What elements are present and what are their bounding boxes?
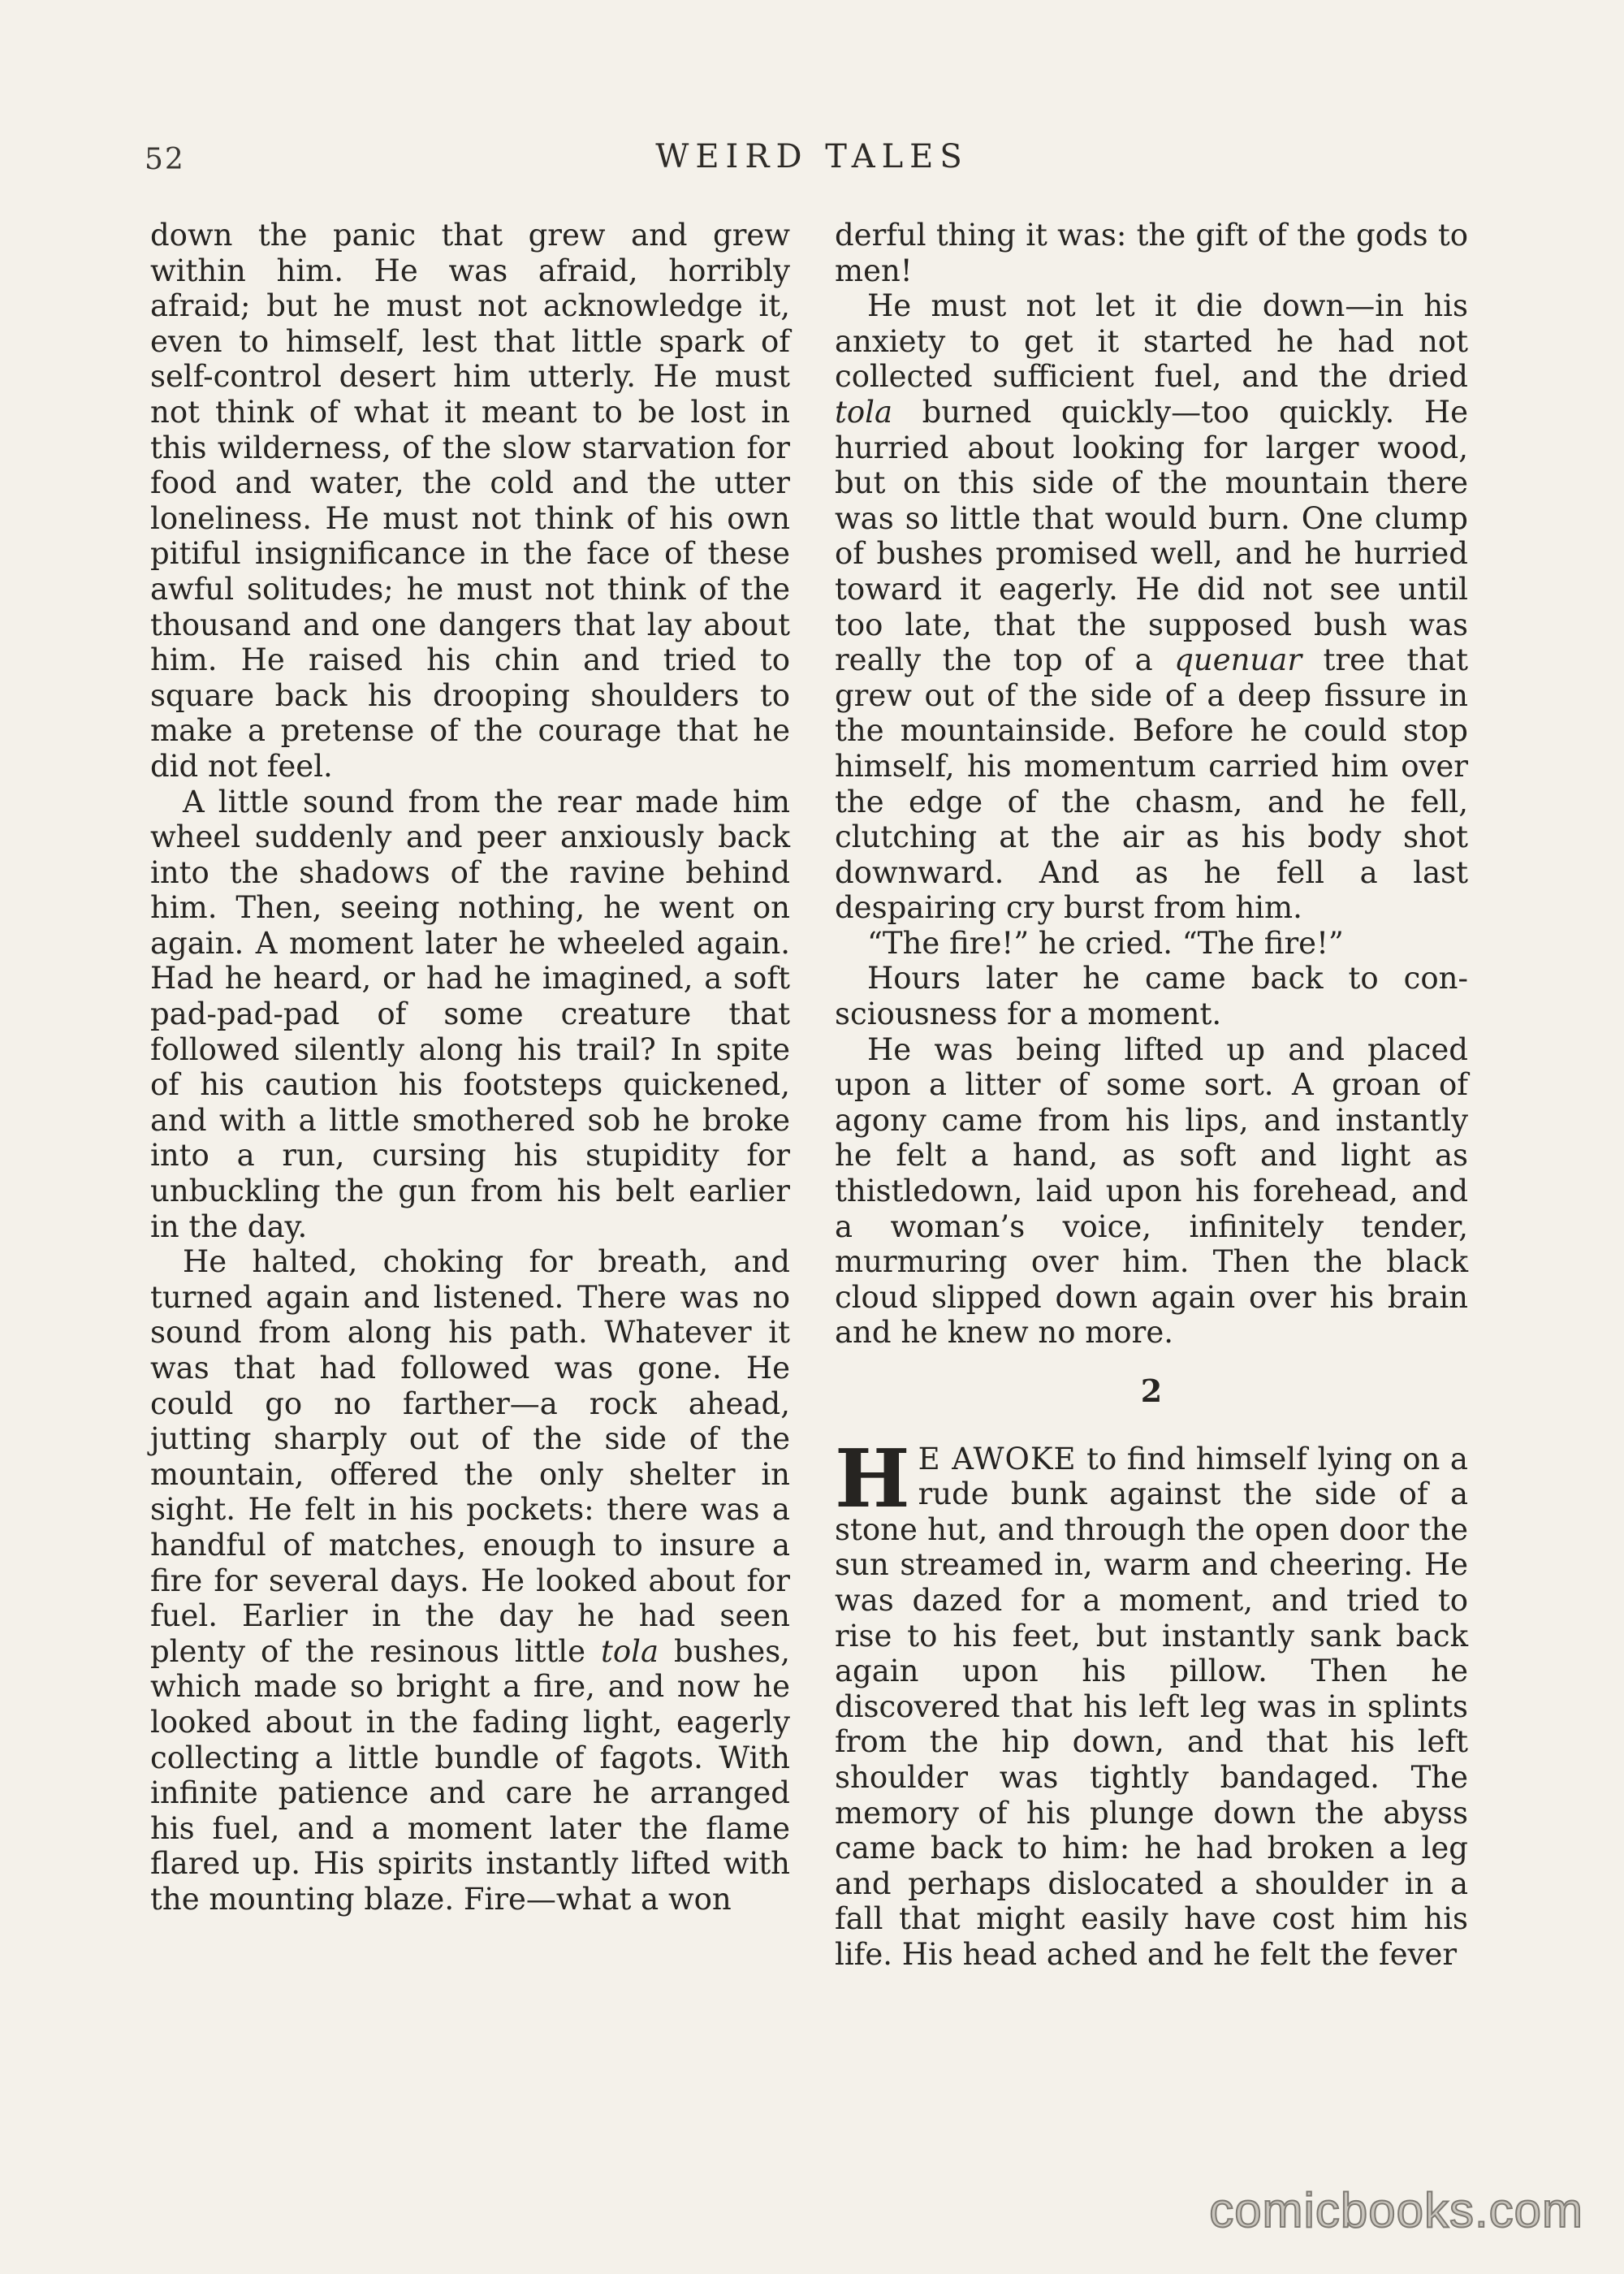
paragraph: Hours later he came back to consciousness for a moment. xyxy=(835,961,1468,1032)
paragraph: He was being lifted up and placed upon a litter of some sort. A groan of agony came from his lips, and instantly he felt a hand, as soft and light as thistledown, laid upon his forehead, and a woman’s voice, infinitely tender, murmuring over him. Then the black cloud slipped down again over his brain and he knew no more. xyxy=(835,1031,1468,1351)
paragraph xyxy=(835,1432,1468,1973)
left-column xyxy=(150,218,790,1917)
running-head-title: WEIRD TALES xyxy=(655,138,969,175)
text-run: He must not let it die down—in his anxiety to get it started he had not collected sufficient fuel, and the dried xyxy=(835,288,1468,395)
paragraph xyxy=(150,1244,790,1917)
section-number: 2 xyxy=(1140,1373,1163,1409)
text-run: burned quickly—too quickly. He hurried about looking for larger wood, but on this side of the mountain there was so little that would burn. One clump of bushes promised well, and he hurried toward it eagerly. He did not see until too late, that the supposed bush was really the top of a xyxy=(835,394,1468,678)
paragraph: down the panic that grew and grew within him. He was afraid, horribly afraid; but he must not acknowledge it, even to himself, lest that little spark of self-control desert him utterly. He must not think of what it meant to be lost in this wilderness, of the slow starvation for food and water, the cold and the utter loneliness. He must not think of his own pitiful insignificance in the face of these awful solitudes; he must not think of the thousand and one dangers that lay about him. He raised his chin and tried to square back his drooping shoulders to make a pretense of the courage that he did not feel. xyxy=(150,218,790,784)
text-run: bushes, which made so bright a fire, and now he looked about in the fading light, eagerly collecting a little bundle of fagots. With infinite patience and care he arranged his fuel, and a moment later the flame flared up. His spirits instantly lifted with the mounting blaze. Fire—what a won xyxy=(150,1633,790,1917)
italic-term: tola xyxy=(600,1633,659,1669)
right-column xyxy=(835,218,1468,1973)
drop-cap: H xyxy=(835,1432,910,1526)
page-number: 52 xyxy=(145,143,185,176)
paragraph: A little sound from the rear made him wheel suddenly and peer anxiously back into the shadows of the ravine behind him. Then, seeing nothing, he went on again. A moment later he wheeled again. Had he heard, or had he imagined, a soft pad-pad-pad of some creature that followed silently along his trail? In spite of his caution his footsteps quickened, and with a little smothered sob he broke into a run, cursing his stupidity for unbuckling the gun from his belt earlier in the day. xyxy=(150,784,790,1244)
italic-term: tola xyxy=(835,394,893,430)
italic-term: quenuar xyxy=(1174,642,1302,678)
text-run: He halted, choking for breath, and turned again and listened. There was no sound from along his path. Whatever it was that had followed was gone. He could go no farther—a rock ahead, jutting sharply out of the side of the mountain, offered the only shelter in sight. He felt in his pockets: there was a handful of matches, enough to insure a fire for several days. He looked about for fuel. Earlier in the day he had seen plenty of the resinous little xyxy=(150,1244,790,1669)
text-run: to find himself lying on a rude bunk against the side of a stone hut, and through the open door the sun streamed in, warm and cheering. He was dazed for a moment, and tried to rise to his feet, but instantly sank back again upon his pillow. Then he discovered that his left leg was in splints from the hip down, and that his left shoulder was tightly bandaged. The memory of his plunge down the abyss came back to him: he had broken a leg and perhaps dislocated a shoulder in a fall that might easily have cost him his life. His head ached and he felt the fever xyxy=(835,1441,1468,1972)
lead-in: E AWOKE xyxy=(918,1441,1077,1476)
paragraph: derful thing it was: the gift of the gods to men! xyxy=(835,218,1468,288)
paragraph xyxy=(835,288,1468,926)
paragraph: “The fire!” he cried. “The fire!” xyxy=(867,925,1344,961)
text-run: tree that grew out of the side of a deep fissure in the mountainside. Before he could stop himself, his momentum carried him over the edge of the chasm, and he fell, clutching at the air as his body shot downward. And as he fell a last despairing cry burst from him. xyxy=(835,642,1468,926)
watermark-logo: comicbooks.com xyxy=(1209,2183,1583,2237)
